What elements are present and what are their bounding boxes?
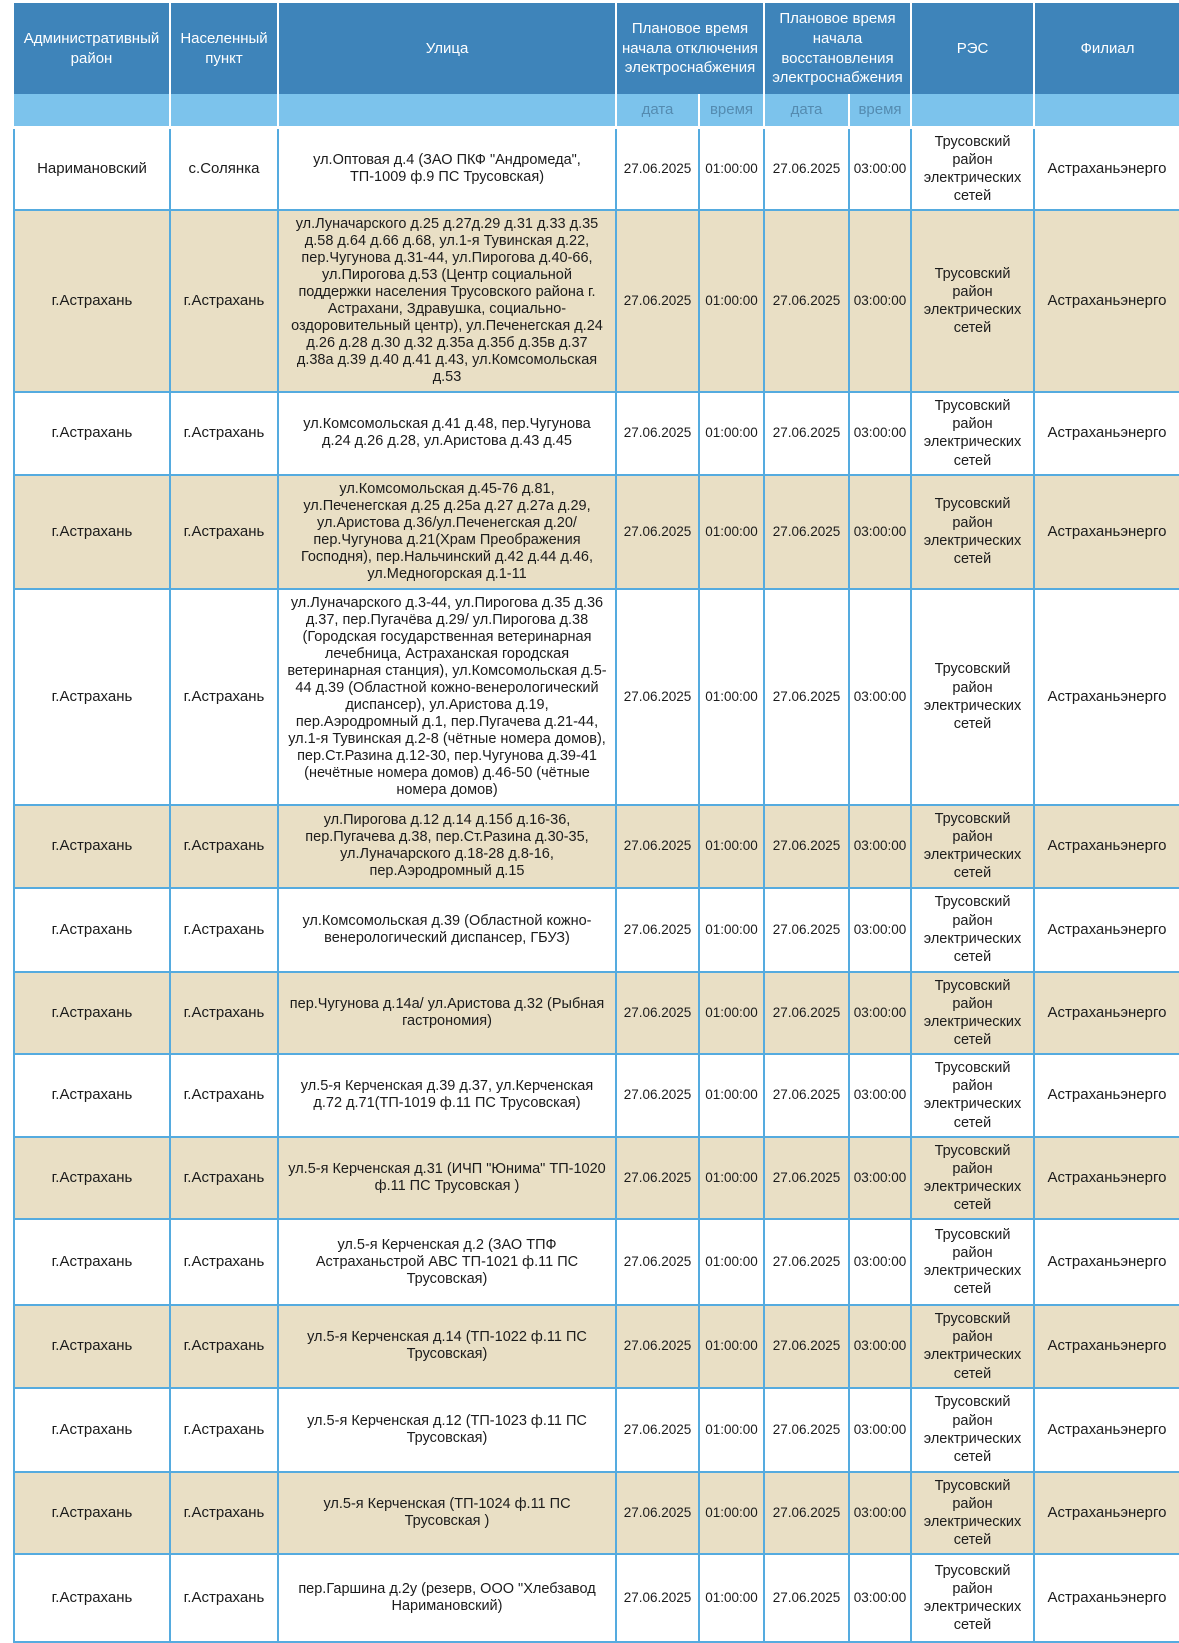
col-header-res: РЭС	[911, 3, 1034, 94]
cell-street: ул.Комсомольская д.45-76 д.81, ул.Печенегская д.25 д.25а д.27 д.27а д.29, ул.Аристова д.36/ул.Печенегская д.20/ пер.Чугунова д.21(Храм Преображения Господня), пер.Нальчинский д.42 д.44 д.46, ул.Медногорская д.1-11	[278, 475, 616, 589]
cell-restore-time: 03:00:00	[849, 805, 911, 888]
cell-restore-date: 27.06.2025	[764, 888, 849, 972]
cell-settlement: г.Астрахань	[170, 888, 278, 972]
cell-branch: Астраханьэнерго	[1034, 805, 1179, 888]
cell-branch: Астраханьэнерго	[1034, 210, 1179, 392]
cell-street: ул.5-я Керченская (ТП-1024 ф.11 ПС Трусовская )	[278, 1472, 616, 1555]
cell-res: Трусовский район электрических сетей	[911, 210, 1034, 392]
subheader-empty-settlement	[170, 94, 278, 127]
col-header-outage-start: Плановое время начала отключения электроснабжения	[616, 3, 764, 94]
cell-res: Трусовский район электрических сетей	[911, 127, 1034, 210]
cell-street: ул.5-я Керченская д.14 (ТП-1022 ф.11 ПС Трусовская)	[278, 1305, 616, 1388]
cell-street: ул.Оптовая д.4 (ЗАО ПКФ "Андромеда", ТП-1009 ф.9 ПС Трусовская)	[278, 127, 616, 210]
cell-admin-district: г.Астрахань	[14, 475, 170, 589]
cell-admin-district: г.Астрахань	[14, 392, 170, 475]
cell-res: Трусовский район электрических сетей	[911, 1305, 1034, 1388]
cell-outage-date: 27.06.2025	[616, 589, 699, 805]
cell-restore-date: 27.06.2025	[764, 1554, 849, 1642]
cell-restore-date: 27.06.2025	[764, 1054, 849, 1137]
cell-restore-date: 27.06.2025	[764, 1472, 849, 1555]
cell-restore-date: 27.06.2025	[764, 805, 849, 888]
cell-settlement: г.Астрахань	[170, 972, 278, 1055]
table-row	[14, 1054, 1179, 1137]
cell-restore-time: 03:00:00	[849, 1388, 911, 1472]
cell-outage-date: 27.06.2025	[616, 888, 699, 972]
cell-outage-time: 01:00:00	[699, 888, 764, 972]
cell-outage-date: 27.06.2025	[616, 1554, 699, 1642]
subheader-empty-branch	[1034, 94, 1179, 127]
cell-restore-time: 03:00:00	[849, 1054, 911, 1137]
cell-outage-date: 27.06.2025	[616, 972, 699, 1055]
cell-res: Трусовский район электрических сетей	[911, 972, 1034, 1055]
cell-outage-date: 27.06.2025	[616, 210, 699, 392]
cell-admin-district: г.Астрахань	[14, 805, 170, 888]
cell-street: ул.Луначарского д.3-44, ул.Пирогова д.35 д.36 д.37, пер.Пугачёва д.29/ ул.Пирогова д.38 (Городская государственная ветеринарная лечебница, Астраханская городская ветеринарная станция), ул.Комсомольская д.5-44 д.39 (Областной кожно-венерологический диспансер), ул.Аристова д.19, пер.Аэродромный д.1, пер.Пугачева д.21-44, ул.1-я Тувинская д.2-8 (чётные номера домов), пер.Ст.Разина д.12-30, пер.Чугунова д.39-41 (нечётные номера домов) д.46-50 (чётные номера домов)	[278, 589, 616, 805]
cell-restore-date: 27.06.2025	[764, 392, 849, 475]
cell-outage-time: 01:00:00	[699, 392, 764, 475]
col-header-admin-district: Административный район	[14, 3, 170, 94]
cell-branch: Астраханьэнерго	[1034, 1472, 1179, 1555]
cell-settlement: г.Астрахань	[170, 210, 278, 392]
cell-outage-time: 01:00:00	[699, 805, 764, 888]
cell-outage-time: 01:00:00	[699, 972, 764, 1055]
cell-restore-time: 03:00:00	[849, 475, 911, 589]
table-row	[14, 888, 1179, 972]
col-header-street: Улица	[278, 3, 616, 94]
cell-street: ул.5-я Керченская д.31 (ИЧП "Юнима" ТП-1020 ф.11 ПС Трусовская )	[278, 1137, 616, 1220]
cell-restore-time: 03:00:00	[849, 210, 911, 392]
cell-restore-time: 03:00:00	[849, 589, 911, 805]
cell-restore-time: 03:00:00	[849, 972, 911, 1055]
cell-restore-time: 03:00:00	[849, 392, 911, 475]
cell-res: Трусовский район электрических сетей	[911, 1137, 1034, 1220]
cell-restore-date: 27.06.2025	[764, 1137, 849, 1220]
cell-admin-district: г.Астрахань	[14, 972, 170, 1055]
cell-restore-date: 27.06.2025	[764, 475, 849, 589]
cell-branch: Астраханьэнерго	[1034, 127, 1179, 210]
cell-outage-time: 01:00:00	[699, 1137, 764, 1220]
cell-res: Трусовский район электрических сетей	[911, 1054, 1034, 1137]
cell-admin-district: г.Астрахань	[14, 1472, 170, 1555]
subheader-outage-date: дата	[616, 94, 699, 127]
cell-admin-district: г.Астрахань	[14, 1305, 170, 1388]
cell-admin-district: г.Астрахань	[14, 1388, 170, 1472]
cell-street: ул.5-я Керченская д.39 д.37, ул.Керченская д.72 д.71(ТП-1019 ф.11 ПС Трусовская)	[278, 1054, 616, 1137]
table-row	[14, 1554, 1179, 1642]
cell-street: ул.Комсомольская д.41 д.48, пер.Чугунова д.24 д.26 д.28, ул.Аристова д.43 д.45	[278, 392, 616, 475]
cell-outage-time: 01:00:00	[699, 1219, 764, 1305]
cell-branch: Астраханьэнерго	[1034, 1054, 1179, 1137]
cell-res: Трусовский район электрических сетей	[911, 1472, 1034, 1555]
cell-admin-district: г.Астрахань	[14, 1554, 170, 1642]
cell-outage-date: 27.06.2025	[616, 1054, 699, 1137]
cell-res: Трусовский район электрических сетей	[911, 475, 1034, 589]
table-row	[14, 1137, 1179, 1220]
cell-outage-date: 27.06.2025	[616, 1305, 699, 1388]
outage-schedule-table	[13, 3, 1179, 1643]
cell-admin-district: г.Астрахань	[14, 888, 170, 972]
cell-restore-time: 03:00:00	[849, 1219, 911, 1305]
cell-outage-date: 27.06.2025	[616, 127, 699, 210]
cell-outage-time: 01:00:00	[699, 1054, 764, 1137]
table-row	[14, 210, 1179, 392]
table-row	[14, 127, 1179, 210]
col-header-branch: Филиал	[1034, 3, 1179, 94]
cell-outage-date: 27.06.2025	[616, 475, 699, 589]
cell-street: ул.Луначарского д.25 д.27д.29 д.31 д.33 д.35 д.58 д.64 д.66 д.68, ул.1-я Тувинская д.22, пер.Чугунова д.31-44, ул.Пирогова д.40-66, ул.Пирогова д.53 (Центр социальной поддержки населения Трусовского района г. Астрахани, Здравушка, социально-оздоровительный центр), ул.Печенегская д.24 д.26 д.28 д.30 д.32 д.35а д.35б д.35в д.37 д.38а д.39 д.40 д.41 д.43, ул.Комсомольская д.53	[278, 210, 616, 392]
header-row-main	[14, 3, 1179, 94]
table-header	[14, 3, 1179, 127]
cell-street: пер.Чугунова д.14а/ ул.Аристова д.32 (Рыбная гастрономия)	[278, 972, 616, 1055]
cell-outage-date: 27.06.2025	[616, 1472, 699, 1555]
cell-branch: Астраханьэнерго	[1034, 1219, 1179, 1305]
table-row	[14, 1472, 1179, 1555]
subheader-empty-res	[911, 94, 1034, 127]
cell-outage-date: 27.06.2025	[616, 1137, 699, 1220]
table-row	[14, 1388, 1179, 1472]
cell-street: пер.Гаршина д.2у (резерв, ООО "Хлебзавод Наримановский)	[278, 1554, 616, 1642]
cell-branch: Астраханьэнерго	[1034, 475, 1179, 589]
cell-street: ул.Комсомольская д.39 (Областной кожно-венерологический диспансер, ГБУЗ)	[278, 888, 616, 972]
cell-res: Трусовский район электрических сетей	[911, 392, 1034, 475]
cell-restore-time: 03:00:00	[849, 1554, 911, 1642]
cell-admin-district: г.Астрахань	[14, 1054, 170, 1137]
cell-restore-date: 27.06.2025	[764, 972, 849, 1055]
cell-res: Трусовский район электрических сетей	[911, 888, 1034, 972]
subheader-empty-district	[14, 94, 170, 127]
cell-outage-date: 27.06.2025	[616, 392, 699, 475]
cell-branch: Астраханьэнерго	[1034, 1554, 1179, 1642]
cell-restore-date: 27.06.2025	[764, 210, 849, 392]
subheader-restore-date: дата	[764, 94, 849, 127]
cell-branch: Астраханьэнерго	[1034, 972, 1179, 1055]
cell-settlement: г.Астрахань	[170, 1305, 278, 1388]
cell-outage-time: 01:00:00	[699, 1472, 764, 1555]
cell-branch: Астраханьэнерго	[1034, 1137, 1179, 1220]
cell-res: Трусовский район электрических сетей	[911, 1219, 1034, 1305]
cell-admin-district: г.Астрахань	[14, 1219, 170, 1305]
cell-res: Трусовский район электрических сетей	[911, 1554, 1034, 1642]
cell-branch: Астраханьэнерго	[1034, 392, 1179, 475]
cell-settlement: г.Астрахань	[170, 392, 278, 475]
col-header-settlement: Населенный пункт	[170, 3, 278, 94]
cell-res: Трусовский район электрических сетей	[911, 1388, 1034, 1472]
cell-outage-date: 27.06.2025	[616, 1388, 699, 1472]
cell-settlement: г.Астрахань	[170, 805, 278, 888]
cell-admin-district: Наримановский	[14, 127, 170, 210]
subheader-outage-time: время	[699, 94, 764, 127]
cell-street: ул.Пирогова д.12 д.14 д.15б д.16-36, пер.Пугачева д.38, пер.Ст.Разина д.30-35, ул.Луначарского д.18-28 д.8-16, пер.Аэродромный д.15	[278, 805, 616, 888]
outage-table-body	[14, 127, 1179, 1642]
cell-settlement: г.Астрахань	[170, 1137, 278, 1220]
table-row	[14, 589, 1179, 805]
header-row-sub	[14, 94, 1179, 127]
cell-restore-date: 27.06.2025	[764, 1219, 849, 1305]
cell-branch: Астраханьэнерго	[1034, 1388, 1179, 1472]
cell-settlement: г.Астрахань	[170, 589, 278, 805]
cell-street: ул.5-я Керченская д.12 (ТП-1023 ф.11 ПС Трусовская)	[278, 1388, 616, 1472]
col-header-restore-start: Плановое время начала восстановления электроснабжения	[764, 3, 911, 94]
cell-outage-time: 01:00:00	[699, 589, 764, 805]
cell-res: Трусовский район электрических сетей	[911, 805, 1034, 888]
table-row	[14, 1305, 1179, 1388]
cell-restore-date: 27.06.2025	[764, 1305, 849, 1388]
cell-restore-time: 03:00:00	[849, 127, 911, 210]
cell-settlement: с.Солянка	[170, 127, 278, 210]
cell-outage-time: 01:00:00	[699, 1305, 764, 1388]
cell-restore-time: 03:00:00	[849, 888, 911, 972]
cell-outage-time: 01:00:00	[699, 210, 764, 392]
cell-restore-time: 03:00:00	[849, 1472, 911, 1555]
cell-settlement: г.Астрахань	[170, 1054, 278, 1137]
cell-admin-district: г.Астрахань	[14, 1137, 170, 1220]
subheader-empty-street	[278, 94, 616, 127]
cell-outage-time: 01:00:00	[699, 475, 764, 589]
cell-admin-district: г.Астрахань	[14, 589, 170, 805]
cell-admin-district: г.Астрахань	[14, 210, 170, 392]
cell-branch: Астраханьэнерго	[1034, 589, 1179, 805]
cell-restore-date: 27.06.2025	[764, 1388, 849, 1472]
table-row	[14, 805, 1179, 888]
cell-restore-time: 03:00:00	[849, 1137, 911, 1220]
cell-restore-date: 27.06.2025	[764, 127, 849, 210]
cell-settlement: г.Астрахань	[170, 1554, 278, 1642]
table-row	[14, 392, 1179, 475]
cell-res: Трусовский район электрических сетей	[911, 589, 1034, 805]
cell-settlement: г.Астрахань	[170, 1472, 278, 1555]
cell-branch: Астраханьэнерго	[1034, 888, 1179, 972]
cell-settlement: г.Астрахань	[170, 1219, 278, 1305]
table-row	[14, 475, 1179, 589]
cell-settlement: г.Астрахань	[170, 475, 278, 589]
cell-outage-time: 01:00:00	[699, 1554, 764, 1642]
cell-street: ул.5-я Керченская д.2 (ЗАО ТПФ Астраханьстрой АВС ТП-1021 ф.11 ПС Трусовская)	[278, 1219, 616, 1305]
subheader-restore-time: время	[849, 94, 911, 127]
cell-restore-time: 03:00:00	[849, 1305, 911, 1388]
cell-restore-date: 27.06.2025	[764, 589, 849, 805]
cell-settlement: г.Астрахань	[170, 1388, 278, 1472]
table-row	[14, 972, 1179, 1055]
cell-outage-date: 27.06.2025	[616, 1219, 699, 1305]
cell-outage-time: 01:00:00	[699, 127, 764, 210]
table-row	[14, 1219, 1179, 1305]
cell-branch: Астраханьэнерго	[1034, 1305, 1179, 1388]
cell-outage-date: 27.06.2025	[616, 805, 699, 888]
cell-outage-time: 01:00:00	[699, 1388, 764, 1472]
